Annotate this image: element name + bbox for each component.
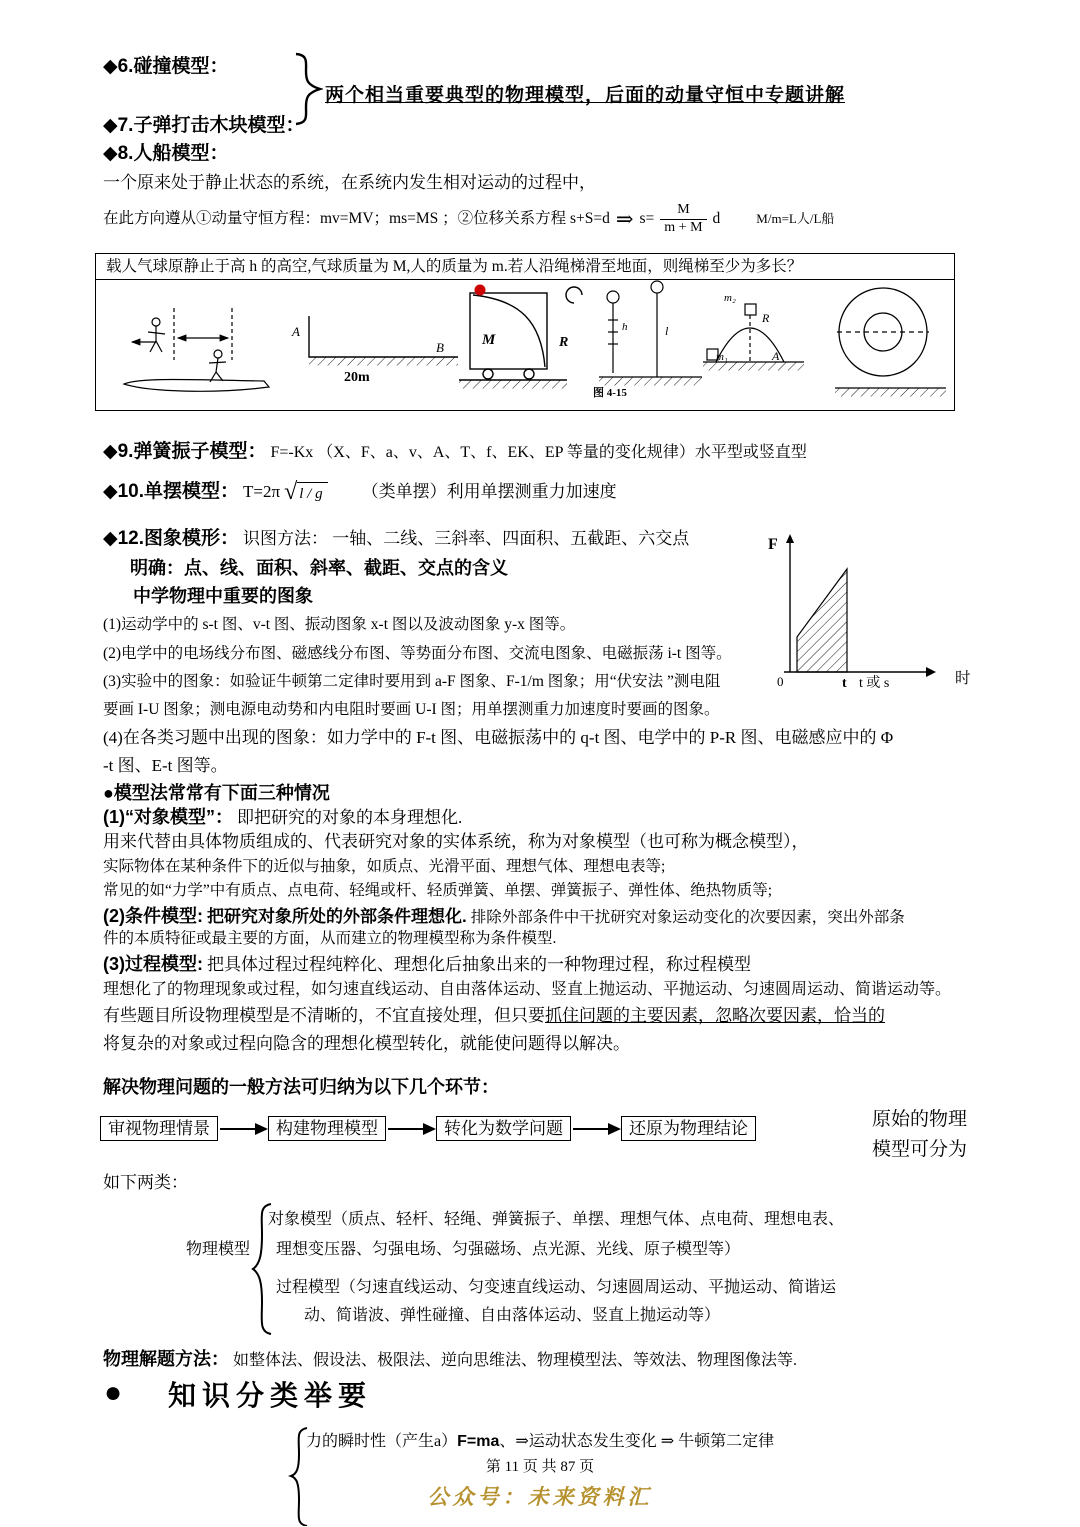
heading-collision-model: ◆6.碰撞模型： <box>103 56 229 77</box>
graph-origin-label: 0 <box>777 674 784 689</box>
section-pendulum <box>103 480 617 504</box>
balloon-ladder-diagram <box>599 281 702 386</box>
s8-equation-line <box>103 196 834 242</box>
ft-graph <box>760 530 972 692</box>
branch-pre: 力的瞬时性（产生a） <box>306 1433 458 1450</box>
solve-below-text: 如下两类： <box>103 1173 188 1192</box>
graph-model-line2: 明确：点、线、面积、斜率、截距、交点的含义 <box>130 558 508 578</box>
graph-item-3b: 要画 I-U 图象；测电源电动势和内电阻时要画 U-I 图；用单摆测重力加速度时要画的图象。 <box>103 701 720 718</box>
solve-flowchart <box>100 1116 756 1141</box>
label-l: l <box>665 324 669 339</box>
equation-text: 在此方向遵从①动量守恒方程：mv=MV；ms=MS ；②位移关系方程 s+S=d <box>103 210 610 228</box>
label-m2: m₂ <box>724 292 736 305</box>
flow-arrow-icon <box>573 1128 619 1130</box>
flow-step-3: 转化为数学问题 <box>436 1116 571 1141</box>
model-3-line3-pre: 有些题目所设物理模型是不清晰的，不宜直接处理，但只要 <box>103 1006 545 1025</box>
model-3-lead: 把具体过程过程纯粹化、理想化后抽象出来的一种物理过程，称过程模型 <box>207 955 751 974</box>
solve-side-note-1: 原始的物理 <box>872 1109 968 1130</box>
graph-model-line3: 中学物理中重要的图象 <box>133 586 313 606</box>
model-3-line3 <box>103 1005 885 1026</box>
fraction-numerator: M <box>677 202 690 218</box>
tree-object-line1: 对象模型（质点、轻杆、轻绳、弹簧振子、单摆、理想气体、点电荷、理想电表、 <box>268 1211 845 1228</box>
tree-process-line1: 过程模型（匀速直线运动、匀变速直线运动、匀速圆周运动、平抛运动、简谐运 <box>276 1279 837 1296</box>
outline-heading: 知识分类举要 <box>168 1380 373 1411</box>
label-R2: R <box>762 311 770 326</box>
graph-y-label: F <box>768 536 778 553</box>
problem-text: 载人气球原静止于高 h 的高空,气球质量为 M,人的质量为 m.若人沿绳梯滑至地面，则绳梯至少为多长？ <box>96 254 954 280</box>
model-1-title: (1)“对象模型”： <box>103 807 233 827</box>
model-1-lead: 即把研究的对象的本身理想化. <box>237 808 463 827</box>
footer-brand: 公众号：未来资料汇 <box>427 1485 653 1509</box>
tree-process-line2: 动、简谐波、弹性碰撞、自由落体运动、竖直上抛运动等） <box>304 1307 721 1324</box>
tree-root-label: 物理模型 <box>186 1241 251 1258</box>
section-graph-model <box>103 527 689 551</box>
model-1-line1 <box>103 806 462 829</box>
model-2-rest: 排除外部条件中干扰研究对象运动变化的次要因素，突出外部条 <box>470 909 905 926</box>
label-A: A <box>292 324 300 340</box>
equation-d: d <box>712 210 721 228</box>
methods-body: 如整体法、假设法、极限法、逆向思维法、物理模型法、等效法、物理图像法等. <box>233 1352 798 1369</box>
model-1-line3: 实际物体在某种条件下的近似与抽象，如质点、光滑平面、理想气体、理想电表等; <box>103 858 666 875</box>
flow-step-4: 还原为物理结论 <box>621 1116 756 1141</box>
model-2-lead: 把研究对象所处的外部条件理想化. <box>207 907 467 926</box>
label-B: B <box>436 340 444 356</box>
graph-x-label: t 或 s <box>859 676 890 691</box>
models-heading: ●模型法常常有下面三种情况 <box>103 783 330 803</box>
methods-title: 物理解题方法： <box>103 1349 229 1369</box>
model-1-line4: 常见的如“力学”中有质点、点电荷、轻绳或杆、轻质弹簧、单摆、弹簧振子、弹性体、绝热物质等; <box>103 882 773 899</box>
model-3-line2: 理想化了的物理现象或过程，如匀速直线运动、自由落体运动、竖直上抛运动、平抛运动、匀速圆周运动、简谐运动等。 <box>103 981 952 998</box>
problem-figure-box <box>95 253 955 411</box>
model-3-line4: 将复杂的对象或过程向隐含的理想化模型转化，就能使问题得以解决。 <box>103 1034 630 1053</box>
model-1-line2: 用来代替由具体物质组成的、代表研究对象的实体系统，称为对象模型（也可称为概念模型）， <box>103 832 809 851</box>
big-bullet-icon: ● <box>104 1376 123 1409</box>
graph-item-1: (1)运动学中的 s-t 图、v-t 图、振动图象 x-t 图以及波动图象 y-x 图等。 <box>103 616 576 633</box>
label-m1: m₁ <box>716 351 728 364</box>
heading-person-boat-model: ◆8.人船模型： <box>103 143 229 164</box>
methods-line <box>103 1348 797 1371</box>
flow-arrow-icon <box>388 1128 434 1130</box>
graph-model-lead: 识图方法： 一轴、二线、三斜率、四面积、五截距、六交点 <box>243 529 690 548</box>
flow-step-2: 构建物理模型 <box>268 1116 386 1141</box>
label-20m: 20m <box>344 370 370 386</box>
fraction-M-over-mM <box>660 202 706 235</box>
model-3-line3-underlined: 抓住问题的主要因素，忽略次要因素，恰当的 <box>545 1006 885 1025</box>
x-axis-arrow <box>926 667 936 677</box>
flow-arrow-icon <box>220 1128 266 1130</box>
physics-figure <box>96 280 954 404</box>
skier-diagram <box>124 308 269 391</box>
pendulum-note: （类单摆）利用单摆测重力加速度 <box>361 482 617 502</box>
tree-object-line2: 理想变压器、匀强电场、匀强磁场、点光源、光线、原子模型等） <box>276 1241 741 1258</box>
model-3-line1 <box>103 953 751 976</box>
outline-branch-line <box>306 1432 774 1452</box>
s8-intro-text: 一个原来处于静止状态的系统，在系统内发生相对运动的过程中， <box>103 173 596 192</box>
model-3-title: (3)过程模型: <box>103 954 203 974</box>
branch-formula: F=ma <box>457 1433 500 1450</box>
equation-s-equals: s= <box>639 210 655 228</box>
label-A2: A <box>772 349 780 364</box>
model-2-line1 <box>103 905 905 928</box>
equation-ratio: M/m=L人/L船 <box>756 210 835 226</box>
graph-item-3: (3)实验中的图象：如验证牛顿第二定律时要用到 a-F 图象、F-1/m 图象；用“伏安法 ”测电阻 <box>103 673 721 690</box>
label-h: h <box>622 321 628 334</box>
heading-spring-oscillator: ◆9.弹簧振子模型： <box>103 441 267 462</box>
sqrt-expression <box>284 480 328 504</box>
radical-sign: √ <box>284 479 298 505</box>
graph-item-3-wrap: 时 <box>955 670 971 687</box>
graph-t-tick: t <box>842 676 847 691</box>
spring-oscillator-body: F=-Kx （X、F、a、v、A、T、f、EK、EP 等量的变化规律）水平型或竖直型 <box>270 444 807 461</box>
model-2-line2: 件的本质特征或最主要的方面，从而建立的物理模型称为条件模型. <box>103 930 557 947</box>
heading-graph-model: ◆12.图象模形： <box>103 528 240 549</box>
heading-bullet-block-model: ◆7.子弹打击木块模型： <box>103 115 305 136</box>
radicand: l / g <box>297 482 327 504</box>
pendulum-formula: T=2π <box>243 482 281 502</box>
implies-arrow: ⇒ <box>615 206 634 231</box>
y-axis-arrow <box>786 534 794 543</box>
red-ball <box>475 285 486 296</box>
note-momentum-topics: 两个相当重要典型的物理模型，后面的动量守恒中专题讲解 <box>325 85 846 106</box>
graph-item-4: (4)在各类习题中出现的图象：如力学中的 F-t 图、电磁振荡中的 q-t 图、电学中的 P-R 图、电磁感应中的 Φ <box>103 728 894 747</box>
graph-item-2: (2)电学中的电场线分布图、磁感线分布图、等势面分布图、交流电图象、电磁振荡 i-t 图等。 <box>103 645 732 662</box>
model-2-title: (2)条件模型: <box>103 906 203 926</box>
balloon-circle-diagram <box>835 288 946 397</box>
section-spring-oscillator <box>103 440 807 464</box>
flow-step-1: 审视物理情景 <box>100 1116 218 1141</box>
hatched-area <box>797 569 847 672</box>
branch-rest: 、⇒运动状态发生变化 ⇒ 牛顿第二定律 <box>499 1433 775 1450</box>
page-number: 第 11 页 共 87 页 <box>485 1459 595 1475</box>
solve-side-note-2: 模型可分为 <box>872 1139 968 1160</box>
label-R: R <box>559 335 569 351</box>
label-M: M <box>482 332 496 349</box>
fraction-denominator: m + M <box>660 219 706 236</box>
heading-pendulum: ◆10.单摆模型： <box>103 481 240 503</box>
solve-heading: 解决物理问题的一般方法可归纳为以下几个环节： <box>103 1077 499 1097</box>
graph-item-4b: -t 图、E-t 图等。 <box>103 756 228 775</box>
figure-caption: 图 4-15 <box>593 387 627 400</box>
